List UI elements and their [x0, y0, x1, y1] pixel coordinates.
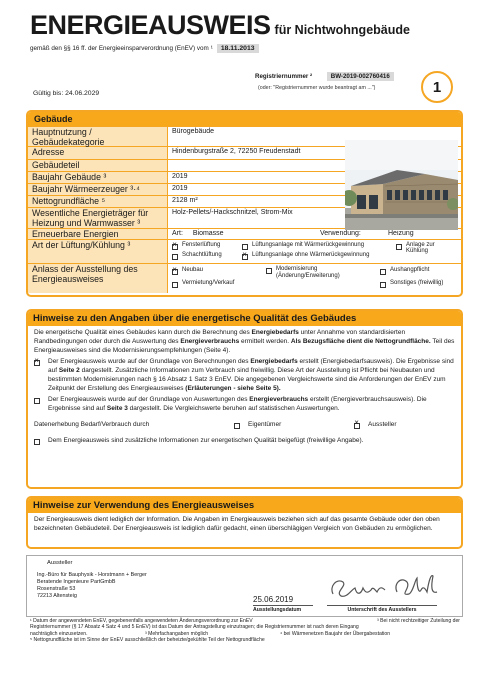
demand-text-3: dargestellt. Zusätzliche Informationen zum Verbrauch sind freiwillig. Diese Art der Ausstellung ist Pflicht bei Neubauten und bestimmten Modernisierungen nach § 16 Absatz 1 Satz 3 EnEV. Die angegebenen Vergleichswerte sind die Anforderungen der EnEV zum Zeitpunkt der Erstellung des Energieausweises: [48, 367, 446, 392]
reason-posting-label: Aushangpflicht: [390, 267, 430, 273]
legal-basis: [30, 44, 460, 53]
demand-option: [28, 355, 461, 393]
row-issue-reason: [28, 263, 461, 293]
demand-bold-1: Energiebedarfs: [250, 358, 298, 366]
vent-window-checkbox[interactable]: [172, 244, 178, 250]
address-label: Adresse: [28, 147, 168, 159]
net-area-label: Nettogrundfläche ⁵: [28, 196, 168, 207]
vent-window-label: Fensterlüftung: [182, 242, 221, 248]
footnote-3-left: nachträglich einzusetzen.: [30, 630, 88, 637]
footnotes: [30, 618, 460, 643]
consumption-checkbox[interactable]: [34, 398, 40, 404]
usage-hints-title: Hinweise zur Verwendung des Energieausweises: [28, 498, 461, 513]
registration-label: Registriernummer ²: [255, 73, 313, 80]
issuer-line-4: 72213 Altensteig: [37, 593, 77, 600]
valid-until-label: Gültig bis:: [33, 90, 64, 97]
issuer-box: [26, 555, 463, 617]
reason-rent-sale-label: Vermietung/Verkauf: [182, 280, 235, 286]
footnote-3-mid: ³ Mehrfachangaben möglich: [145, 630, 209, 637]
renewables-value: [168, 229, 461, 239]
reason-rent-sale-checkbox[interactable]: [172, 282, 178, 288]
main-use-value: Bürogebäude: [172, 128, 215, 135]
demand-text-2: erstellt (Energiebedarfsausweis). Die Ergebnisse sind auf: [48, 358, 454, 375]
footnote-1-right: ³ Bei nicht rechtzeitiger Zuteilung der: [377, 618, 460, 624]
renewables-label: Erneuerbare Energien: [28, 229, 168, 239]
renewables-use: Heizung: [388, 230, 414, 237]
certificate-header: [30, 10, 460, 53]
consumption-text-2: erstellt (Energieverbrauchsausweis). Die Ergebnisse sind auf: [48, 396, 427, 413]
consumption-text-1: Der Energieausweis wurde auf der Grundlage von Auswertungen des: [48, 396, 250, 404]
issuer-line-2: Beratende Ingenieure PartGmbB: [37, 579, 116, 586]
issuer-line-3: Rosenstraße 53: [37, 586, 76, 593]
reason-new-build-label: Neubau: [182, 267, 204, 273]
vent-cooling-label: Anlage zur Kühlung: [406, 242, 435, 255]
signature-image: [327, 568, 447, 604]
vent-shaft-checkbox[interactable]: [172, 254, 178, 260]
intro-bold-1: Energiebedarfs: [251, 329, 299, 336]
reason-modernisation[interactable]: [266, 266, 376, 279]
vent-no-hrv[interactable]: [242, 252, 369, 260]
issue-date: 25.06.2019: [253, 595, 294, 604]
data-collection-row: [28, 419, 461, 433]
usage-hints-section: [26, 496, 463, 549]
reason-new-build[interactable]: [172, 267, 203, 275]
building-photo: [345, 140, 458, 230]
vent-cooling-checkbox[interactable]: [396, 244, 402, 250]
reason-posting-checkbox[interactable]: [380, 269, 386, 275]
quality-hints-title: Hinweise zu den Angaben über die energetische Qualität des Gebäudes: [28, 311, 461, 326]
issue-date-label: Ausstellungsdatum: [253, 605, 313, 613]
demand-text-1: Der Energieausweis wurde auf der Grundlage von Berechnungen des: [48, 358, 251, 366]
consumption-text: [48, 396, 455, 414]
data-collection-label: Datenerhebung Bedarf/Verbrauch durch: [34, 420, 150, 428]
vent-shaft[interactable]: [172, 252, 222, 260]
signature-label: Unterschrift des Ausstellers: [327, 605, 437, 613]
energy-carriers-label: Wesentliche Energieträger für Heizung und Warmwasser ³: [28, 208, 168, 228]
footnote-line-2: Registriernummer (§ 17 Absatz 4 Satz 4 und 5 EnEV) ist das Datum der Antragstellung einzutragen; die Registriernummer ist nach deren Eingang: [30, 624, 359, 631]
consumption-text-3: dargestellt. Die Vergleichswerte beruhen auf statistischen Auswertungen.: [127, 405, 340, 413]
intro-bold-2: Energieverbrauchs: [180, 337, 240, 345]
vent-no-hrv-label: Lüftungsanlage ohne Wärmerückgewinnung: [252, 252, 370, 258]
issuer-label: Aussteller: [47, 560, 73, 566]
data-issuer-option[interactable]: [354, 421, 397, 429]
intro-text-4: Teil des Energieausweises sind die Modernisierungsempfehlungen (Seite 4).: [34, 337, 455, 354]
issuer-address: [37, 572, 147, 600]
consumption-option: [28, 393, 461, 414]
vent-hrv[interactable]: [242, 242, 364, 250]
extra-info-text: Dem Energieausweis sind zusätzliche Informationen zur energetischen Qualität beigefügt (freiwillige Angabe).: [48, 436, 364, 444]
intro-text-2: unter Annahme von standardisierten Randbedingungen oder durch die Auswertung des: [34, 329, 406, 345]
issue-reason-label: Anlass der Ausstellung des Energieausweises: [28, 264, 168, 293]
row-ventilation: [28, 239, 461, 263]
reason-other-checkbox[interactable]: [380, 282, 386, 288]
main-use-label: Hauptnutzung / Gebäudekategorie: [28, 127, 168, 146]
data-issuer-checkbox[interactable]: [354, 423, 360, 429]
demand-bold-3: (Erläuterungen - siehe Seite 5).: [185, 384, 281, 392]
energy-carriers-value: Holz-Pellets/-Hackschnitzel, Strom-Mix: [172, 209, 293, 216]
reason-new-build-checkbox[interactable]: [172, 269, 178, 275]
ventilation-options: [168, 240, 461, 263]
certificate-subtitle: für Nichtwohngebäude: [274, 23, 410, 37]
legal-text: gemäß den §§ 16 ff. der Energieeinsparverordnung (EnEV) vom: [30, 45, 209, 52]
vent-cooling[interactable]: [396, 242, 458, 255]
net-area-value: 2128 m²: [172, 197, 198, 204]
heater-year-value: 2019: [172, 185, 188, 192]
renewables-use-label: Verwendung:: [320, 230, 361, 237]
data-owner-label: Eigentümer: [248, 420, 282, 428]
vent-hrv-label: Lüftungsanlage mit Wärmerückgewinnung: [252, 242, 365, 248]
building-photo-image: [345, 140, 458, 230]
building-part-label: Gebäudeteil: [28, 160, 168, 171]
certificate-title: ENERGIEAUSWEIS: [30, 10, 271, 40]
quality-hints-intro: [28, 326, 461, 355]
vent-shaft-label: Schachtlüftung: [182, 252, 222, 258]
heater-year-label: Baujahr Wärmeerzeuger ³·⁴: [28, 184, 168, 195]
building-section-title: Gebäude: [28, 112, 461, 126]
footnote-1-left: ¹ Datum der angewendeten EnEV, gegebenenfalls angewendeten Änderungsverordnung zur EnEV: [30, 618, 253, 624]
issue-reason-options: [168, 264, 461, 293]
registration-number: BW-2019-002760416: [327, 72, 394, 81]
registration-box: [255, 73, 394, 91]
ventilation-label: Art der Lüftung/Kühlung ³: [28, 240, 168, 263]
title-row: [30, 10, 460, 41]
demand-bold-2: Seite 2: [58, 367, 80, 375]
valid-until: [33, 90, 99, 97]
address-value: Hindenburgstraße 2, 72250 Freudenstadt: [172, 148, 301, 155]
renewables-kind: Biomasse: [192, 230, 224, 237]
registration-note: (oder: "Registriernummer wurde beantragt am ..."): [258, 85, 376, 91]
vent-no-hrv-checkbox[interactable]: [242, 254, 248, 260]
valid-until-date: 24.06.2029: [65, 90, 100, 97]
vent-window[interactable]: [172, 242, 220, 250]
intro-bold-3: Als Bezugsfläche dient die Nettogrundfläche.: [290, 337, 431, 345]
reason-other[interactable]: [380, 280, 443, 288]
consumption-bold-1: Energieverbrauchs: [249, 396, 309, 404]
issuer-line-1: Ing.-Büro für Bauphysik - Horstmann + Berger: [37, 572, 147, 578]
demand-text: [48, 358, 455, 393]
usage-hints-text: Der Energieausweis dient lediglich der Information. Die Angaben im Energieausweis beziehen sich auf das gesamte Gebäude oder den oben bezeichneten Gebäudeteil. Der Energieausweis ist lediglich dafür gedacht, einen überschlägigen Vergleich von Gebäuden zu ermöglichen.: [34, 516, 440, 532]
reason-posting[interactable]: [380, 267, 429, 275]
legal-footnote-marker: ¹: [210, 45, 213, 52]
page-number-badge: 1: [421, 71, 453, 103]
reason-modernisation-label: Modernisierung (Änderung/Erweiterung): [276, 266, 340, 279]
year-built-label: Baujahr Gebäude ³: [28, 172, 168, 183]
intro-text-3: ermittelt werden.: [239, 337, 291, 345]
intro-text-1: Die energetische Qualität eines Gebäudes kann durch die Berechnung des: [34, 329, 252, 336]
extra-info-checkbox[interactable]: [34, 439, 40, 445]
footnote-3-right: ⁴ bei Wärmenetzen Baujahr der Übergabestation: [280, 630, 391, 637]
renewables-kind-label: Art:: [172, 230, 183, 237]
data-owner-checkbox[interactable]: [234, 423, 240, 429]
data-issuer-label: Aussteller: [368, 420, 397, 428]
footnote-line-4: ⁵ Nettogrundfläche ist im Sinne der EnEV ausschließlich der beheizte/gekühlte Teil der Nettogrundfläche: [30, 637, 265, 644]
reason-rent-sale[interactable]: [172, 280, 234, 288]
quality-hints-section: [26, 309, 463, 489]
reason-modernisation-checkbox[interactable]: [266, 268, 272, 274]
year-built-value: 2019: [172, 173, 188, 180]
legal-date: 18.11.2013: [217, 44, 259, 53]
demand-checkbox[interactable]: [34, 360, 40, 366]
reason-other-label: Sonstiges (freiwillig): [390, 280, 444, 286]
data-owner-option[interactable]: [234, 421, 281, 429]
consumption-bold-2: Seite 3: [106, 405, 128, 413]
extra-info-option: [28, 433, 461, 446]
